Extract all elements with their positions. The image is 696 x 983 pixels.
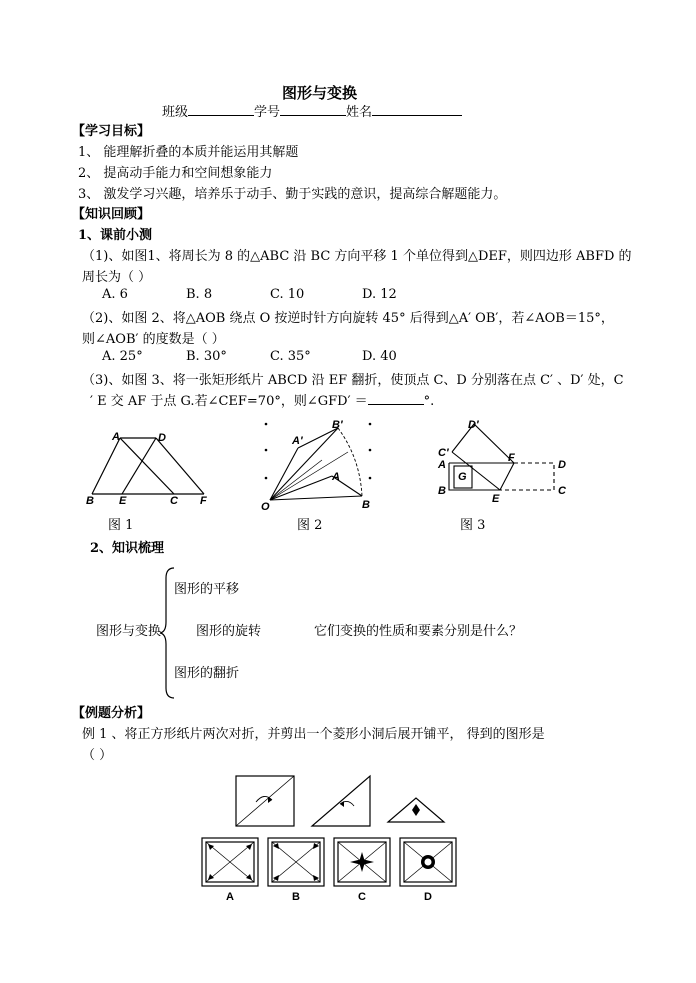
label-a: A [438, 459, 446, 471]
label-d: D [158, 432, 166, 444]
q3-text-before-blank: ′ E 交 AF 于点 G.若∠CEF=70°，则∠GFD′ ＝ [90, 394, 368, 409]
tree-branch-reflection: 图形的翻折 [174, 666, 240, 681]
tree-question: 它们变换的性质和要素分别是什么？ [314, 624, 523, 639]
name-blank[interactable] [372, 103, 462, 116]
q2-option-c: C. 35° [270, 349, 311, 364]
label-b: B [86, 495, 94, 506]
label-a-prime: A′ [292, 435, 303, 447]
label-a: A [112, 431, 120, 443]
label-c: C [170, 495, 178, 506]
figure-1-caption: 图 1 [108, 518, 134, 533]
knowledge-summary-heading: 2、知识梳理 [90, 541, 165, 556]
figure-2-caption: 图 2 [297, 518, 323, 533]
pre-quiz-heading: 1、课前小测 [78, 228, 153, 243]
label-a: A [332, 471, 340, 483]
goals-heading: 【学习目标】 [72, 124, 151, 139]
choice-figures [198, 834, 464, 902]
q3-text-after-blank: °. [423, 394, 435, 409]
q3-text-cont [90, 390, 434, 409]
examples-heading: 【例题分析】 [72, 706, 151, 721]
figure-2 [256, 418, 380, 516]
q3-text: （3)、如图 3、将一张矩形纸片 ABCD 沿 EF 翻折，使顶点 C、D 分别落在点 C′ 、D′ 处，C [82, 373, 624, 388]
q1-text-cont: 周长为（ ） [82, 270, 152, 285]
goal-item: 2、 提高动手能力和空间想象能力 [78, 166, 273, 181]
tree-branch-rotation: 图形的旋转 [196, 624, 262, 639]
figure-3 [434, 418, 580, 504]
q2-option-a: A. 25° [102, 349, 143, 364]
q2-option-b: B. 30° [186, 349, 227, 364]
tree-branch-translation: 图形的平移 [174, 582, 240, 597]
figure-3-caption: 图 3 [460, 518, 486, 533]
label-b-prime: B′ [332, 419, 343, 431]
q1-option-d: D. 12 [362, 287, 397, 302]
goal-item: 1、 能理解折叠的本质并能运用其解题 [78, 145, 299, 160]
label-d: D [558, 459, 566, 471]
class-blank[interactable] [188, 103, 254, 116]
page-title: 图形与变换 [282, 84, 358, 102]
q1-option-a: A. 6 [102, 287, 128, 302]
review-heading: 【知识回顾】 [72, 207, 151, 222]
q1-option-c: C. 10 [270, 287, 305, 302]
label-f: F [200, 495, 207, 506]
id-label: 学号 [254, 105, 281, 120]
q2-text: （2)、如图 2、将△AOB 绕点 O 按逆时针方向旋转 45° 后得到△A′ OB′，若∠AOB＝15°， [82, 311, 614, 326]
label-e: E [492, 493, 500, 504]
label-o: O [261, 501, 270, 513]
class-label: 班级 [162, 105, 189, 120]
q1-option-b: B. 8 [186, 287, 213, 302]
tree-root: 图形与变换 [96, 624, 162, 639]
choice-c-label: C [358, 891, 366, 902]
id-blank[interactable] [280, 103, 346, 116]
label-c-prime: C′ [438, 447, 449, 459]
student-info-line [162, 101, 462, 120]
name-label: 姓名 [346, 105, 373, 120]
label-e: E [119, 495, 127, 506]
q2-option-d: D. 40 [362, 349, 397, 364]
choice-d-label: D [424, 891, 432, 902]
example-1-text-cont: （ ） [82, 748, 113, 763]
figure-1 [82, 428, 212, 506]
label-g: G [458, 471, 467, 483]
example-1-text: 例 1 、将正方形纸片两次对折，并剪出一个菱形小洞后展开铺平， 得到的图形是 [82, 727, 545, 742]
choice-a-label: A [226, 891, 234, 902]
label-f: F [508, 452, 515, 464]
choice-b-label: B [292, 891, 300, 902]
folding-steps [232, 772, 454, 832]
goal-item: 3、 激发学习兴趣，培养乐于动手、勤于实践的意识，提高综合解题能力。 [78, 187, 507, 202]
q2-text-cont: 则∠AOB′ 的度数是（ ） [82, 332, 225, 347]
label-c: C [558, 485, 566, 497]
label-b: B [362, 499, 370, 511]
q3-answer-blank[interactable] [368, 392, 424, 405]
label-d-prime: D′ [468, 419, 479, 431]
label-b: B [438, 485, 446, 497]
q1-text: （1)、如图1、将周长为 8 的△ABC 沿 BC 方向平移 1 个单位得到△DEF，则四边形 ABFD 的 [82, 249, 632, 264]
